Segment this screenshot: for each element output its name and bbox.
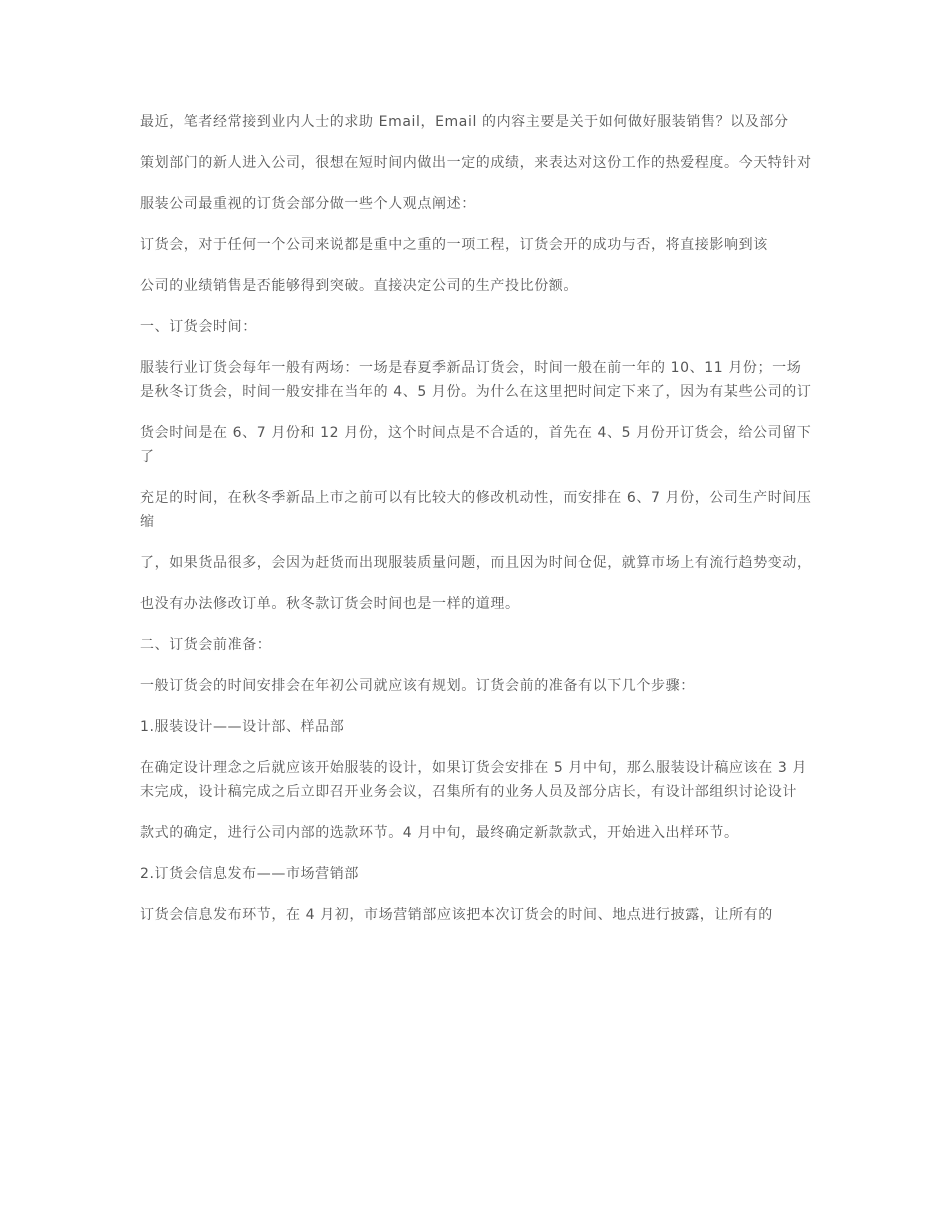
paragraph-intro-3: 服装公司最重视的订货会部分做一些个人观点阐述： (140, 196, 476, 212)
subheading-info-release: 2.订货会信息发布——市场营销部 (140, 866, 359, 882)
paragraph-info-release-1: 订货会信息发布环节，在 4 月初，市场营销部应该把本次订货会的时间、地点进行披露，让所有的 (140, 907, 773, 923)
paragraph-time-1: 服装行业订货会每年一般有两场：一场是春夏季新品订货会，时间一般在前一年的 10、11 月份；一场是秋冬订货会，时间一般安排在当年的 4、5 月份。为什么在这里把时间定下来了，因为有某些公司的订 (140, 360, 812, 400)
paragraph-time-3: 充足的时间，在秋冬季新品上市之前可以有比较大的修改机动性，而安排在 6、7 月份，公司生产时间压缩 (140, 490, 812, 530)
paragraph-time-2: 货会时间是在 6、7 月份和 12 月份，这个时间点是不合适的，首先在 4、5 月份开订货会，给公司留下了 (140, 425, 812, 465)
paragraph-design-2: 款式的确定，进行公司内部的选款环节。4 月中旬，最终确定新款款式，开始进入出样环节。 (140, 825, 739, 841)
paragraph-intro-1: 最近，笔者经常接到业内人士的求助 Email，Email 的内容主要是关于如何做好服装销售？以及部分 (140, 114, 789, 130)
paragraph-preparation-1: 一般订货会的时间安排会在年初公司就应该有规划。订货会前的准备有以下几个步骤： (140, 678, 695, 694)
paragraph-time-4: 了，如果货品很多，会因为赶货而出现服装质量问题，而且因为时间仓促，就算市场上有流行趋势变动， (140, 555, 812, 571)
paragraph-design-1: 在确定设计理念之后就应该开始服装的设计，如果订货会安排在 5 月中旬，那么服装设计稿应该在 3 月末完成，设计稿完成之后立即召开业务会议，召集所有的业务人员及部分店长，有设计部组织讨论设计 (140, 760, 808, 800)
section-heading-preparation: 二、订货会前准备： (140, 637, 272, 653)
paragraph-importance-2: 公司的业绩销售是否能够得到突破。直接决定公司的生产投比份额。 (140, 278, 578, 294)
paragraph-importance-1: 订货会，对于任何一个公司来说都是重中之重的一项工程，订货会开的成功与否，将直接影响到该 (140, 237, 768, 253)
paragraph-time-5: 也没有办法修改订单。秋冬款订货会时间也是一样的道理。 (140, 596, 520, 612)
paragraph-intro-2: 策划部门的新人进入公司，很想在短时间内做出一定的成绩，来表达对这份工作的热爱程度。今天特针对 (140, 155, 812, 171)
document-body (140, 110, 812, 944)
section-heading-time: 一、订货会时间： (140, 319, 257, 335)
subheading-design: 1.服装设计——设计部、样品部 (140, 719, 345, 735)
